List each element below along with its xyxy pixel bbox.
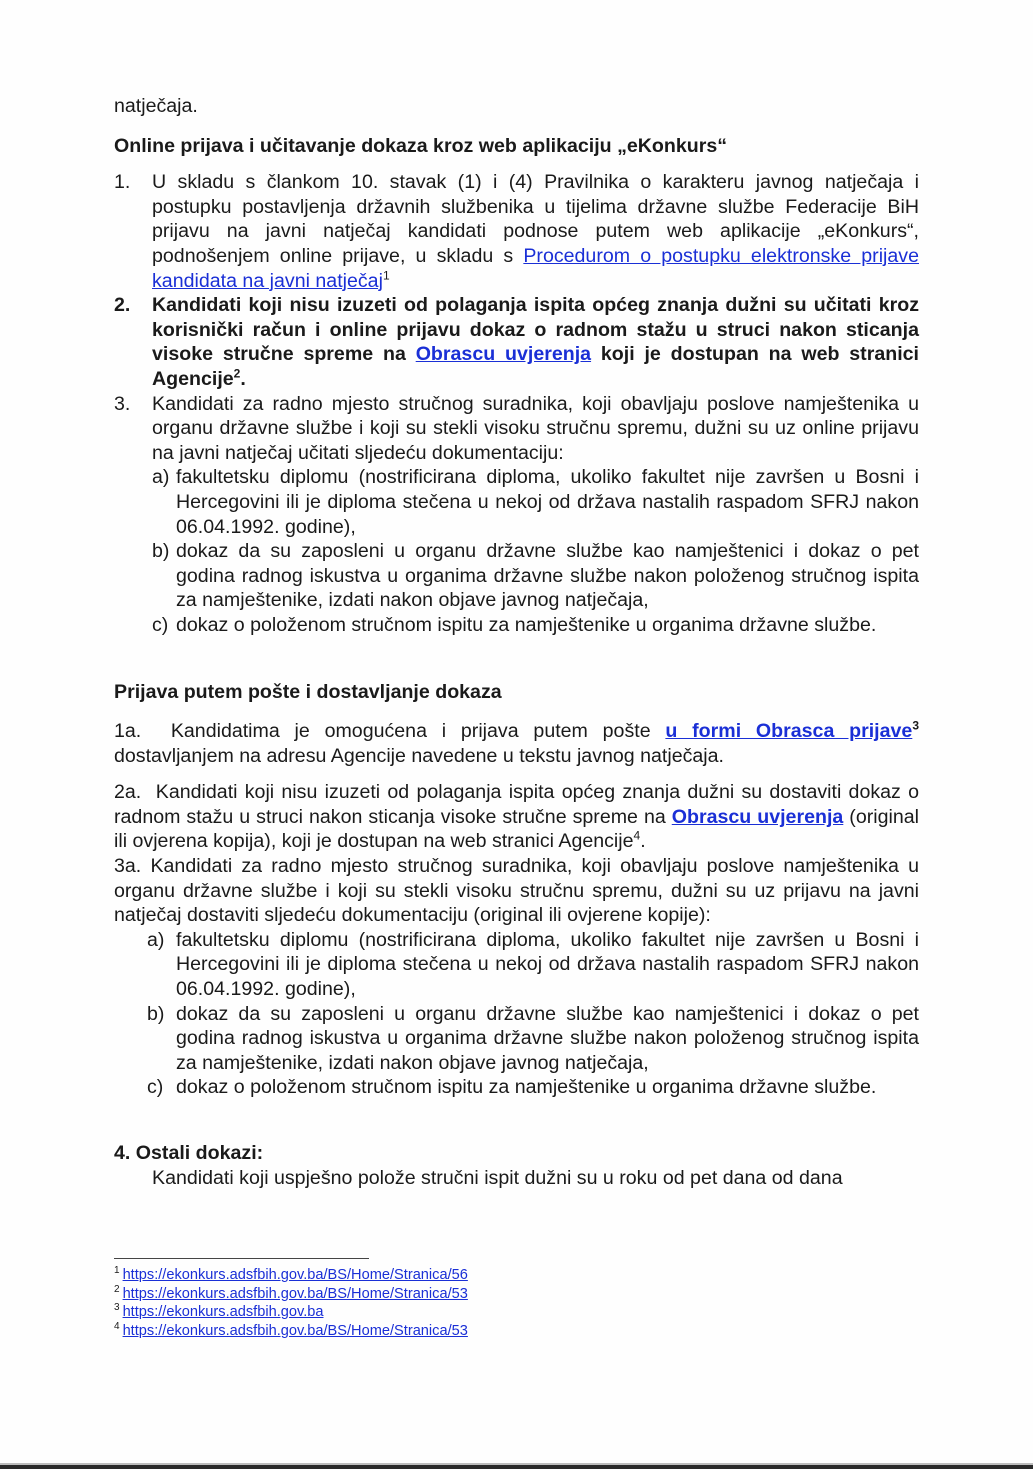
sub-item-c <box>114 613 919 638</box>
item-end: . <box>240 367 246 390</box>
para-text: Kandidatima je omogućena i prijava putem pošte <box>170 720 666 743</box>
footnote-2 <box>114 1285 468 1304</box>
sub-letter: a) <box>147 928 165 951</box>
sub-text: dokaz o položenom stručnom ispitu za namještenike u organima državne službe. <box>176 1076 877 1099</box>
list-item-1 <box>114 170 919 293</box>
paragraph-3a <box>114 854 919 928</box>
footnote-number: 4 <box>114 1320 120 1332</box>
section-heading-post: Prijava putem pošte i dostavljanje dokaza <box>114 681 502 704</box>
list-item-2 <box>114 293 919 391</box>
post-sub-item-a <box>114 928 919 1002</box>
item-text: Kandidati koji nisu izuzeti od polaganja ispita općeg znanja dužni su učitati kroz korisnički račun i online prijavu dokaz o radnom stažu u struci nakon sticanja visoke stručne spreme na <box>152 294 919 366</box>
top-fragment: natječaja. <box>114 95 198 117</box>
sub-text: dokaz da su zaposleni u organu državne službe kao namještenici i dokaz o pet godina radnog iskustva u organima državne službe nakon položenog stručnog ispita za namještenike, izdati nakon objave javnog natječaja, <box>176 540 919 612</box>
page-content <box>114 94 919 1190</box>
item-text: koji je dostupan na web stranici Agencije <box>152 343 919 390</box>
sub-letter: a) <box>152 466 170 489</box>
paragraph-2a <box>114 780 919 854</box>
item-number: 3. <box>114 392 131 415</box>
item-number: 1. <box>114 171 131 194</box>
obrazac-uvjerenja-link-2[interactable]: Obrascu uvjerenja <box>671 805 844 828</box>
footnote-link[interactable]: https://ekonkurs.adsfbih.gov.ba/BS/Home/Stranica/56 <box>122 1267 468 1283</box>
sub-letter: b) <box>152 540 170 563</box>
para-text: dostavljanjem na adresu Agencije navedene u tekstu javnog natječaja. <box>114 744 724 767</box>
sub-text: fakultetsku diplomu (nostrificirana diploma, ukoliko fakultet nije završen u Bosni i Hercegovini ili je diploma stečena u nekoj od država nastalih raspadom SFRJ nakon 06.04.1992. godine), <box>176 466 919 538</box>
footnote-ref-2: 2 <box>233 366 241 381</box>
sub-item-b <box>114 539 919 613</box>
footnote-link[interactable]: https://ekonkurs.adsfbih.gov.ba/BS/Home/Stranica/53 <box>122 1285 468 1302</box>
post-sub-item-c <box>114 1075 919 1100</box>
sub-text: dokaz da su zaposleni u organu državne službe kao namještenici i dokaz o pet godina radnog iskustva u organima državne službe nakon položenog stručnog ispita za namještenike, izdati nakon objave javnog natječaja, <box>176 1002 919 1074</box>
footnotes <box>114 1266 468 1340</box>
sub-letter: b) <box>147 1002 165 1025</box>
para-end: . <box>640 830 646 853</box>
sub-letter: c) <box>147 1076 164 1099</box>
list-item-3 <box>114 392 919 466</box>
other-evidence-text: Kandidati koji uspješno polože stručni ispit dužni su u roku od pet dana od dana <box>152 1166 843 1189</box>
para-label: 2a. <box>114 781 142 804</box>
footnote-number: 1 <box>114 1265 120 1277</box>
footnote-link[interactable]: https://ekonkurs.adsfbih.gov.ba/BS/Home/Stranica/53 <box>122 1322 468 1339</box>
footnote-link[interactable]: https://ekonkurs.adsfbih.gov.ba <box>122 1304 324 1321</box>
item-text: U skladu s člankom 10. stavak (1) i (4) Pravilnika o karakteru javnog natječaja i postupku postavljenja državnih službenika u tijelima državne službe Federacije BiH prijavu na javni natječaj kandidati podnose putem web aplikacije „eKonkurs“, podnošenjem online prijave, u skladu s <box>152 171 919 267</box>
online-list <box>114 170 919 637</box>
item-number: 2. <box>114 294 131 317</box>
footnote-1 <box>114 1266 468 1285</box>
para-text: Kandidati za radno mjesto stručnog suradnika, koji obavljaju poslove namještenika u organu državne službe i koji su stekli visoku stručnu spremu, dužni su uz prijavu na javni natječaj dostaviti sljedeću dokumentaciju (original ili ovjerene kopije): <box>114 855 919 927</box>
obrazac-uvjerenja-link[interactable]: Obrascu uvjerenja <box>415 343 592 366</box>
footnote-number: 2 <box>114 1283 120 1295</box>
footnote-ref-3: 3 <box>912 718 919 733</box>
footnote-separator <box>114 1258 369 1259</box>
footnote-number: 3 <box>114 1302 120 1314</box>
sub-item-a <box>114 465 919 539</box>
footnote-3 <box>114 1303 468 1322</box>
para-label: 1a. <box>114 720 142 743</box>
section-heading-online: Online prijava i učitavanje dokaza kroz web aplikaciju „eKonkurs“ <box>114 134 728 157</box>
footnote-4 <box>114 1322 468 1341</box>
para-text: (original ili ovjerena kopija), koji je dostupan na web stranici Agencije <box>114 805 919 853</box>
sub-letter: c) <box>152 613 169 636</box>
para-label: 3a. <box>114 855 142 878</box>
footnote-ref-4: 4 <box>633 828 641 843</box>
item-text: Kandidati za radno mjesto stručnog suradnika, koji obavljaju poslove namještenika u organu državne službe i koji su stekli visoku stručnu spremu, dužni su uz online prijavu na javni natječaj učitati sljedeću dokumentaciju: <box>152 392 919 464</box>
bottom-bar <box>0 1463 1033 1469</box>
procedure-link[interactable]: Procedurom o postupku elektronske prijave kandidata na javni natječaj <box>152 244 919 292</box>
sub-text: fakultetsku diplomu (nostrificirana diploma, ukoliko fakultet nije završen u Bosni i Hercegovini ili je diploma stečena u nekoj od država nastalih raspadom SFRJ nakon 06.04.1992. godine), <box>176 928 919 1000</box>
post-sub-item-b <box>114 1002 919 1076</box>
para-text: Kandidati koji nisu izuzeti od polaganja ispita općeg znanja dužni su dostaviti dokaz o radnom stažu u struci nakon sticanja visoke stručne spreme na <box>114 781 919 828</box>
section-heading-other: 4. Ostali dokazi: <box>114 1141 264 1164</box>
obrazac-prijave-link[interactable]: u formi Obrasca prijave <box>665 720 913 743</box>
footnote-ref-1: 1 <box>382 268 390 283</box>
paragraph-1a <box>114 719 919 768</box>
sub-text: dokaz o položenom stručnom ispitu za namještenike u organima državne službe. <box>176 613 877 636</box>
